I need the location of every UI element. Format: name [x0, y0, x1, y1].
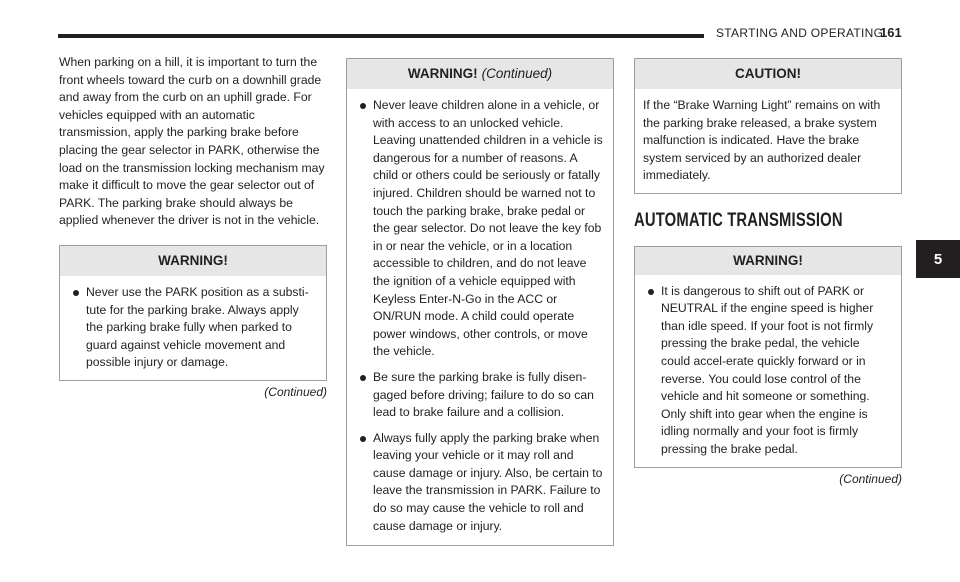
- bullet-item: Be sure the parking brake is fully disen-gaged before driving; failure to do so can lead to brake failure and a collision.: [360, 369, 603, 422]
- bullet-dot-icon: [360, 375, 366, 381]
- warning-box-continued: [346, 58, 614, 546]
- bullet-dot-icon: [73, 290, 79, 296]
- header-rule: [58, 34, 704, 38]
- chapter-tab: 5: [916, 240, 960, 278]
- bullet-item: Always fully apply the parking brake when leaving your vehicle or it may roll and cause damage or injury. Also, be certain to leave the transmission in PARK. Failure to do so may cause the vehicle to roll and cause damage or injury.: [360, 430, 603, 536]
- warning-box-body: [347, 89, 613, 545]
- bullet-item: Never leave children alone in a vehicle, or with access to an unlocked vehicle. Leaving unattended children in a vehicle is dangerous for a number of reasons. A child or others could be seriously or fatally injured. Children should be warned not to touch the parking brake, brake pedal or the gear selector. Do not leave the key fob in or near the vehicle, or in a location accessible to children, and do not leave the ignition of a vehicle equipped with Keyless Enter-N-Go in the ACC or ON/RUN mode. A child could operate power windows, other controls, or move the vehicle.: [360, 97, 603, 361]
- warning-box-header: [60, 246, 326, 276]
- bullet-item: It is dangerous to shift out of PARK or NEUTRAL if the engine speed is higher than idle speed. If your foot is not firmly pressing the brake pedal, the vehicle could accel-erate quickly forward or in reverse. You could lose control of the vehicle and hit someone or something. Only shift into gear when the engine is idling normally and your foot is firmly pressing the brake pedal.: [648, 283, 891, 459]
- warning-box-body: [60, 276, 326, 380]
- caution-box-body: If the “Brake Warning Light” remains on with the parking brake released, a brake system malfunction is indicated. Have the brake system serviced by an authorized dealer immediately.: [643, 98, 881, 183]
- caution-title: CAUTION!: [735, 66, 801, 82]
- bullet-dot-icon: [360, 103, 366, 109]
- warning-box-park: [59, 245, 327, 381]
- warning-title: WARNING!: [733, 252, 803, 268]
- warning-title-suffix: (Continued): [481, 66, 553, 82]
- column-1: [59, 54, 327, 402]
- caution-box: [634, 58, 902, 194]
- warning-title: WARNING!: [158, 253, 228, 269]
- continued-note: (Continued): [264, 384, 327, 399]
- warning-title: WARNING!: [407, 66, 478, 82]
- section-title: STARTING AND OPERATING: [716, 26, 884, 40]
- continued-note: (Continued): [839, 471, 902, 486]
- caution-box-header: [635, 59, 901, 89]
- bullet-dot-icon: [360, 436, 366, 442]
- warning-box-body: [635, 275, 901, 467]
- hill-parking-paragraph: When parking on a hill, it is important to turn the front wheels toward the curb on a downhill grade and away from the curb on an uphill grade. For vehicles equipped with an automatic transmission, apply the parking brake before placing the gear selector in PARK, otherwise the load on the transmission locking mechanism may make it difficult to move the gear selector out of PARK. The parking brake should always be applied whenever the driver is not in the vehicle.: [59, 55, 325, 228]
- column-2: [346, 58, 614, 546]
- section-heading: AUTOMATIC TRANSMISSION: [634, 209, 843, 231]
- bullet-dot-icon: [648, 289, 654, 295]
- column-3: [634, 58, 902, 488]
- page-number: 161: [880, 25, 902, 40]
- bullet-item: Never use the PARK position as a substi-tute for the parking brake. Always apply the parking brake fully when parked to guard against vehicle movement and possible injury or damage.: [73, 284, 316, 372]
- warning-box-header: [347, 59, 613, 89]
- warning-box-header: [635, 247, 901, 275]
- warning-box-transmission: [634, 246, 902, 468]
